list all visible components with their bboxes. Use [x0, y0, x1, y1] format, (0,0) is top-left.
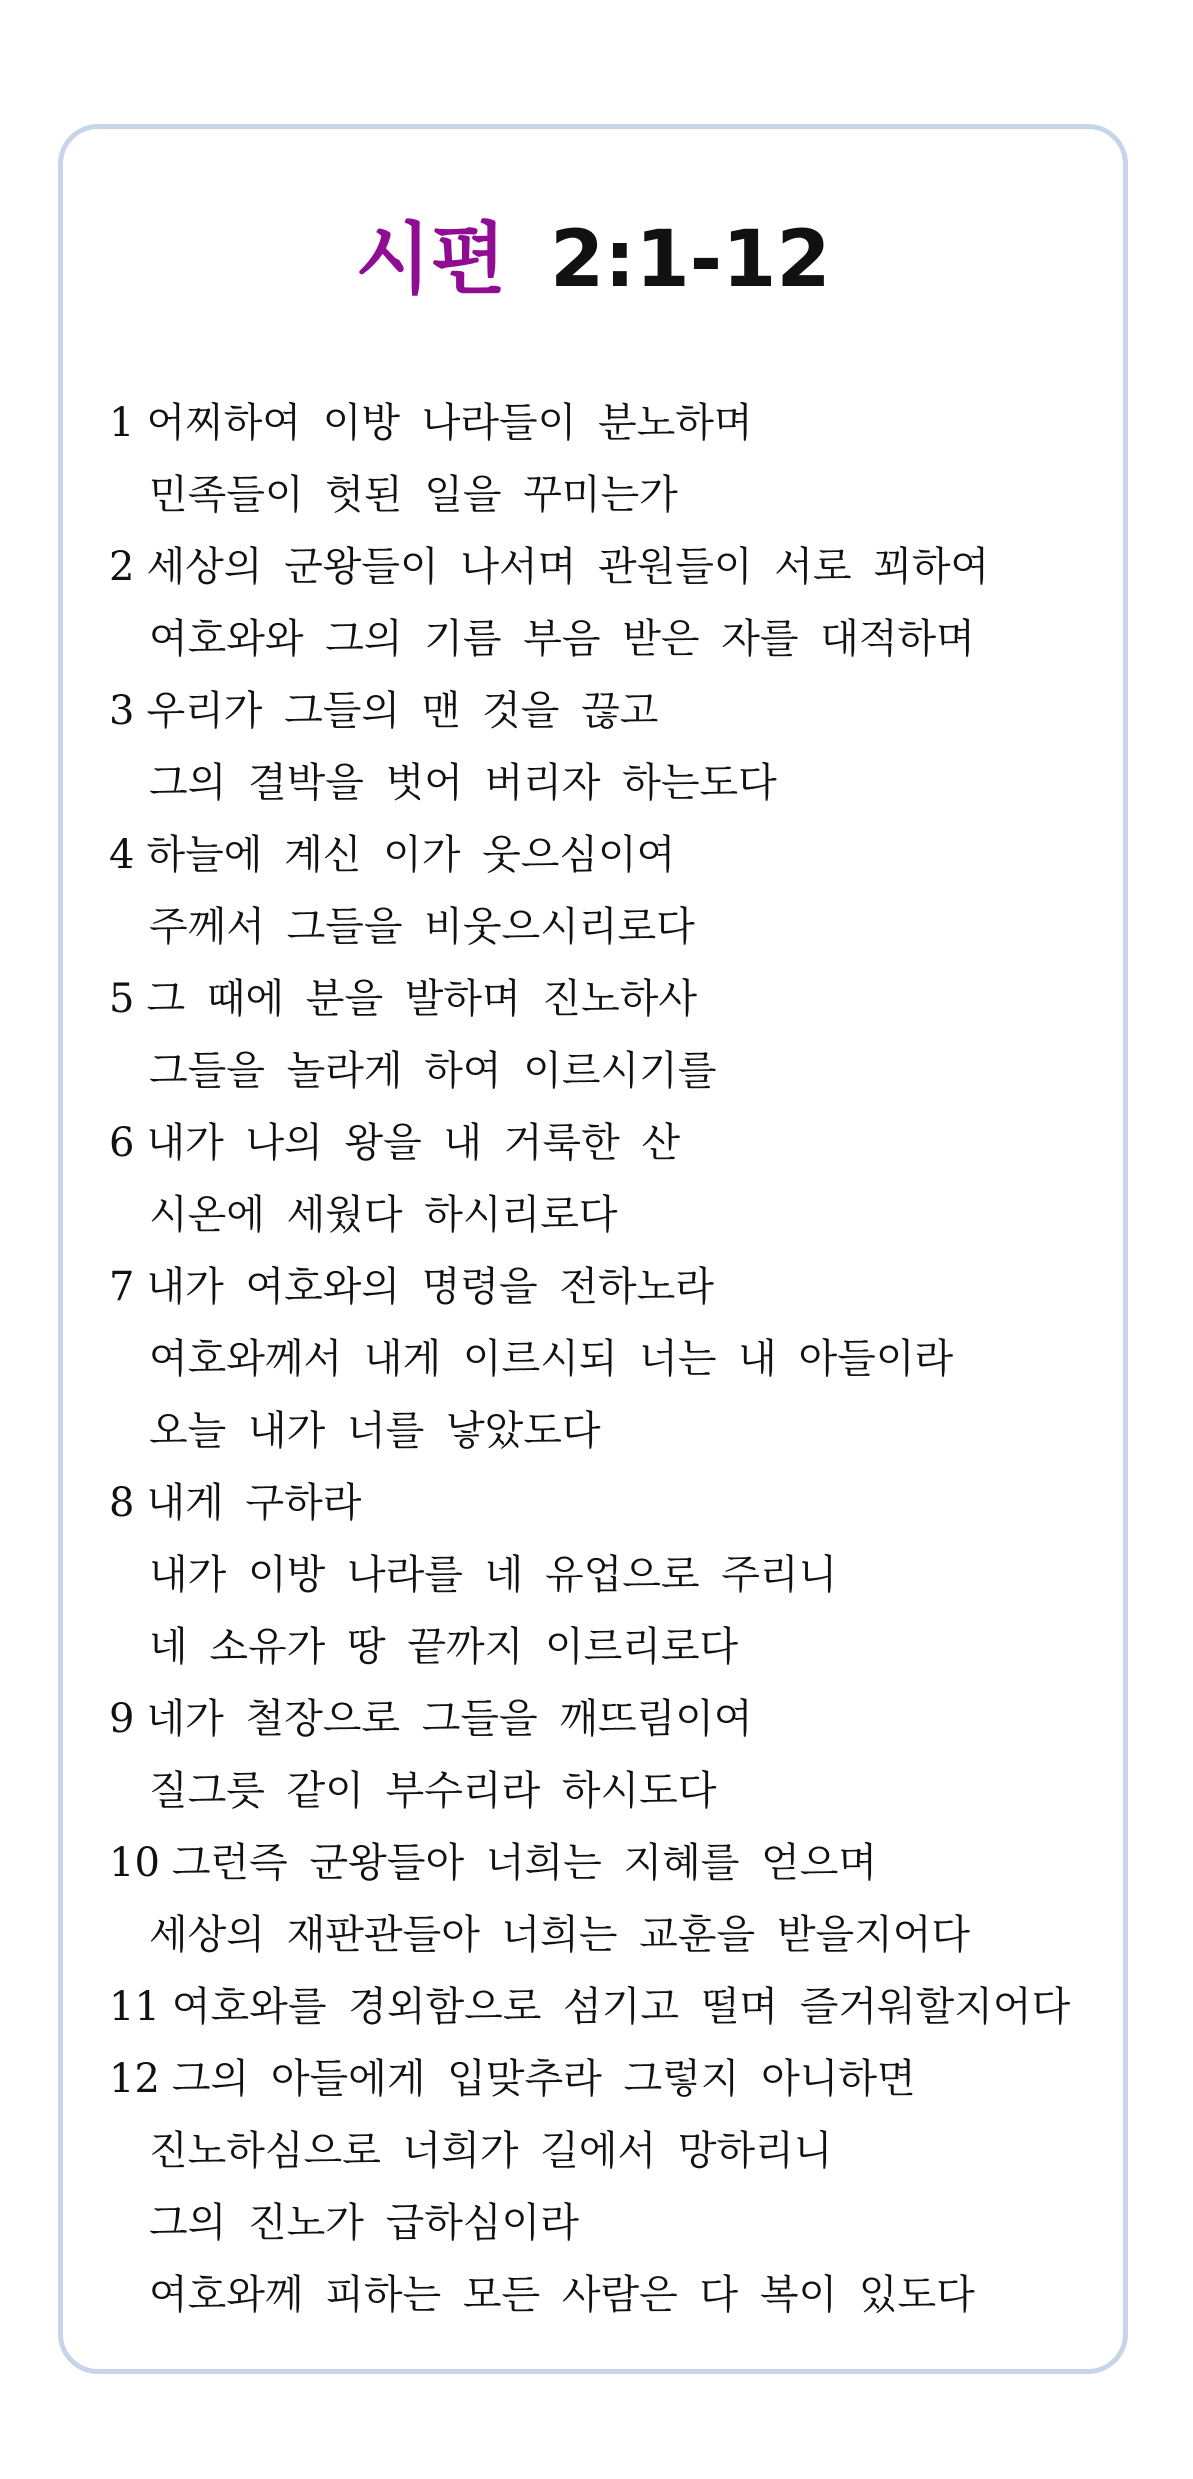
- verse-7-line-3: 오늘 내가 너를 낳았도다: [149, 1408, 601, 1454]
- verse-3-line-1: [109, 675, 1109, 747]
- verse-7-line-2: 여호와께서 내게 이르시되 너는 내 아들이라: [149, 1336, 954, 1382]
- verse-text: 내게 구하라: [146, 1480, 362, 1526]
- verse-number: 2: [109, 544, 135, 590]
- verse-8-line-1: [109, 1467, 1109, 1539]
- verse-10-line-2: 세상의 재판관들아 너희는 교훈을 받을지어다: [149, 1912, 971, 1958]
- verse-9-line-2: 질그릇 같이 부수리라 하시도다: [149, 1768, 717, 1814]
- verse-number: 4: [109, 832, 135, 878]
- verse-10-line-1: [109, 1827, 1109, 1899]
- verse-number: 9: [109, 1696, 135, 1742]
- verse-2-line-1: [109, 531, 1109, 603]
- scripture-card: [58, 124, 1128, 2374]
- verse-text: 우리가 그들의 맨 것을 끊고: [146, 688, 659, 734]
- verse-text: 내가 나의 왕을 내 거룩한 산: [146, 1120, 681, 1166]
- verse-6-line-2: 시온에 세웠다 하시리로다: [149, 1192, 618, 1238]
- verse-3-line-2: 그의 결박을 벗어 버리자 하는도다: [149, 760, 777, 806]
- verse-8-line-3: 네 소유가 땅 끝까지 이르리로다: [149, 1624, 739, 1670]
- verse-text: 어찌하여 이방 나라들이 분노하며: [146, 400, 753, 446]
- verse-6-line-1: [109, 1107, 1109, 1179]
- verse-number: 10: [109, 1840, 160, 1886]
- verse-5-line-1: [109, 963, 1109, 1035]
- verse-5-line-2: 그들을 놀라게 하여 이르시기를: [149, 1048, 717, 1094]
- verse-4-line-2: 주께서 그들을 비웃으시리로다: [149, 904, 695, 950]
- verse-number: 11: [109, 1984, 160, 2030]
- verse-number: 8: [109, 1480, 135, 1526]
- verse-4-line-1: [109, 819, 1109, 891]
- verse-text: 그의 아들에게 입맞추라 그렇지 아니하면: [171, 2056, 916, 2102]
- verse-text: 세상의 군왕들이 나서며 관원들이 서로 꾀하여: [146, 544, 990, 590]
- verse-text: 그 때에 분을 발하며 진노하사: [146, 976, 697, 1022]
- verse-number: 1: [109, 400, 135, 446]
- verse-number: 5: [109, 976, 135, 1022]
- verse-number: 3: [109, 688, 135, 734]
- verse-9-line-1: [109, 1683, 1109, 1755]
- verse-12-line-3: 그의 진노가 급하심이라: [149, 2200, 579, 2246]
- verse-text: 여호와를 경외함으로 섬기고 떨며 즐거워할지어다: [171, 1984, 1071, 2030]
- passage-title: [63, 215, 1123, 305]
- verse-text: 하늘에 계신 이가 웃으심이여: [146, 832, 676, 878]
- verse-11-line-1: [109, 1971, 1109, 2043]
- verse-number: 12: [109, 2056, 160, 2102]
- verse-8-line-2: 내가 이방 나라를 네 유업으로 주리니: [149, 1552, 838, 1598]
- verse-text: 그런즉 군왕들아 너희는 지혜를 얻으며: [171, 1840, 878, 1886]
- verse-12-line-2: 진노하심으로 너희가 길에서 망하리니: [149, 2128, 833, 2174]
- verse-1-line-1: [109, 387, 1109, 459]
- verse-text: 네가 철장으로 그들을 깨뜨림이여: [146, 1696, 753, 1742]
- verse-text: 내가 여호와의 명령을 전하노라: [146, 1264, 714, 1310]
- verse-12-line-4: 여호와께 피하는 모든 사람은 다 복이 있도다: [149, 2272, 975, 2318]
- verse-1-line-2: 민족들이 헛된 일을 꾸미는가: [149, 472, 678, 518]
- verse-7-line-1: [109, 1251, 1109, 1323]
- verse-12-line-1: [109, 2043, 1109, 2115]
- chapter-verse-reference: 2:1-12: [550, 215, 831, 305]
- verse-2-line-2: 여호와와 그의 기름 부음 받은 자를 대적하며: [149, 616, 975, 662]
- book-name: 시편: [355, 215, 507, 305]
- verse-number: 6: [109, 1120, 135, 1166]
- verse-number: 7: [109, 1264, 135, 1310]
- verse-list: [109, 387, 1109, 2331]
